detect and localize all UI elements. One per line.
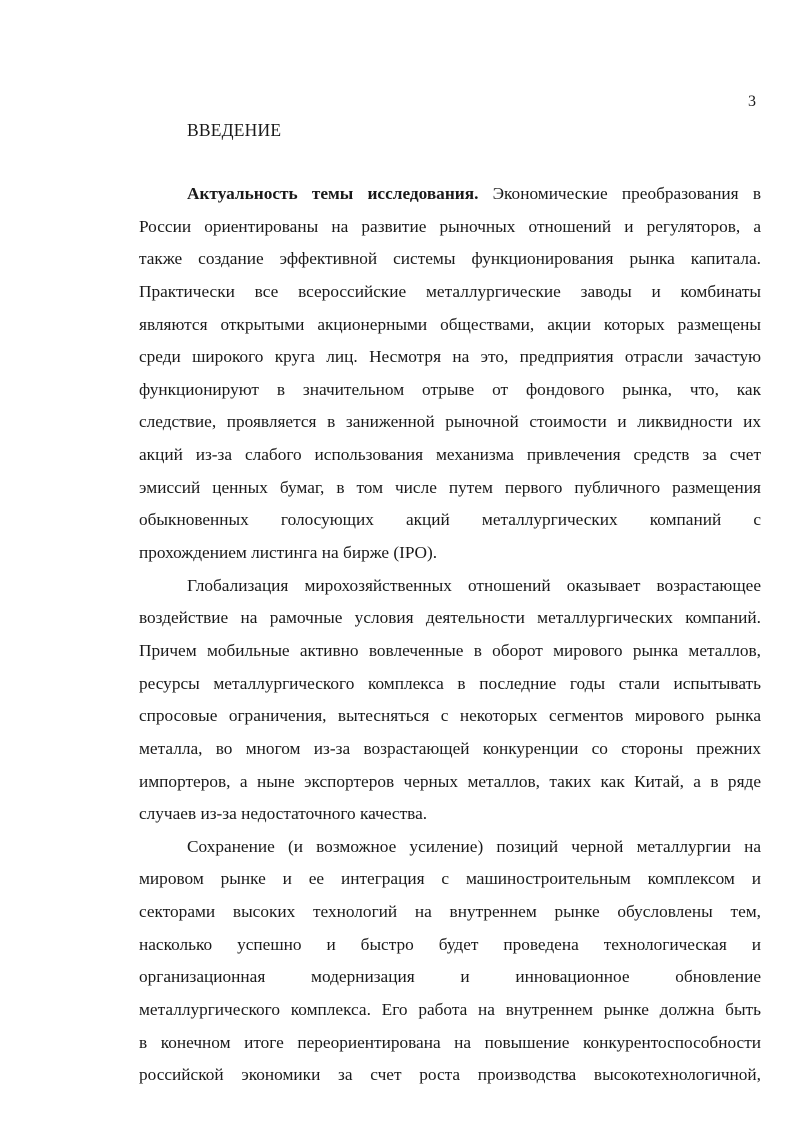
paragraph-3-line-6: в конечном итоге переориентирована на повышение конкурентоспособности [139, 1032, 761, 1052]
paragraph-2-line-4: спросовые ограничения, вытесняться с некоторых сегментов мирового рынка [139, 706, 761, 726]
paragraph-1-line-2: также создание эффективной системы функционирования рынка капитала. [139, 249, 761, 269]
paragraph-1-line-7: следствие, проявляется в заниженной рыночной стоимости и ликвидности их [139, 412, 761, 432]
paragraph-1-line-0-text: Экономические преобразования в [478, 184, 761, 203]
paragraph-1-lead-bold: Актуальность темы исследования. [187, 184, 479, 203]
paragraph-3-line-0: Сохранение (и возможное усиление) позиций черной металлургии на [187, 836, 761, 856]
paragraph-1-line-8: акций из-за слабого использования механизма привлечения средств за счет [139, 445, 761, 465]
paragraph-1-line-3: Практически все всероссийские металлургические заводы и комбинаты [139, 281, 761, 301]
document-body [139, 178, 761, 1092]
paragraph-2-line-6: импортеров, а ныне экспортеров черных металлов, таких как Китай, а в ряде [139, 771, 761, 791]
page-number: 3 [748, 93, 756, 110]
paragraph-2-line-2: Причем мобильные активно вовлеченные в оборот мирового рынка металлов, [139, 640, 761, 660]
paragraph-3-line-4: организационная модернизация и инновационное обновление [139, 967, 761, 987]
paragraph-2-line-3: ресурсы металлургического комплекса в последние годы стали испытывать [139, 673, 761, 693]
paragraph-3-line-7: российской экономики за счет роста производства высокотехнологичной, [139, 1065, 761, 1085]
paragraph-1-line-11: прохождением листинга на бирже (IPO). [139, 543, 438, 563]
paragraph-2-line-7: случаев из-за недостаточного качества. [139, 804, 428, 824]
paragraph-1-line-6: функционируют в значительном отрыве от фондового рынка, что, как [139, 379, 761, 399]
paragraph-1-line-1: России ориентированы на развитие рыночных отношений и регуляторов, а [139, 216, 761, 236]
paragraph-1-line-4: являются открытыми акционерными обществами, акции которых размещены [139, 314, 761, 334]
section-heading: ВВЕДЕНИЕ [187, 120, 282, 140]
paragraph-2-line-5: металла, во многом из-за возрастающей конкуренции со стороны прежних [139, 738, 761, 758]
paragraph-3-line-3: насколько успешно и быстро будет проведена технологическая и [139, 934, 761, 954]
paragraph-3-line-5: металлургического комплекса. Его работа на внутреннем рынке должна быть [139, 1000, 761, 1020]
paragraph-1-line-9: эмиссий ценных бумаг, в том числе путем первого публичного размещения [139, 477, 761, 497]
paragraph-2-line-1: воздействие на рамочные условия деятельности металлургических компаний. [139, 608, 761, 628]
paragraph-3-line-1: мировом рынке и ее интеграция с машиностроительным комплексом и [139, 869, 761, 889]
paragraph-1-line-5: среди широкого круга лиц. Несмотря на это, предприятия отрасли зачастую [139, 347, 761, 367]
paragraph-3-line-2: секторами высоких технологий на внутреннем рынке обусловлены тем, [139, 902, 761, 922]
paragraph-2-line-0: Глобализация мирохозяйственных отношений оказывает возрастающее [187, 575, 761, 595]
paragraph-1-line-10: обыкновенных голосующих акций металлургических компаний с [139, 510, 761, 530]
paragraph-1-line-0 [139, 178, 761, 211]
